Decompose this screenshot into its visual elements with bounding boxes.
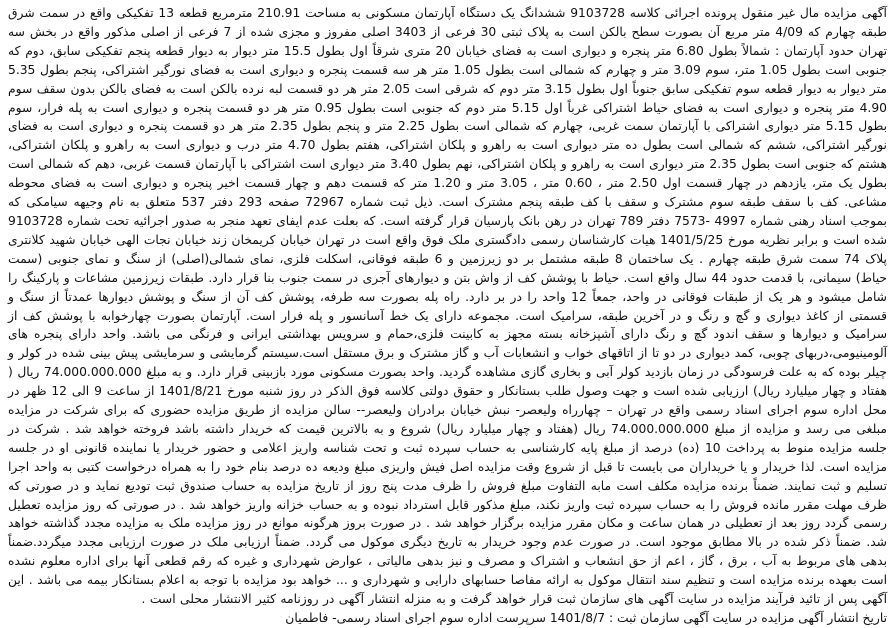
auction-notice-footer: تاریخ انتشار آگهی مزایده در سایت آگهی سازمان ثبت : 1401/8/7 سرپرست اداره سوم اجرای اسناد رسمی- فاطمیان xyxy=(285,611,887,625)
auction-notice-body: آگهی مزایده مال غیر منقول پرونده اجرائی کلاسه 9103728 ششدانگ یک دستگاه آپارتمان مسکونی به مساحت 210.91 مترمربع قطعه 13 تفکیکی واقع در سمت شرق طبقه چهارم که 4/09 متر مربع آن بصورت سطح بالکن است به پلاک ثبتی 30 فرعی از 3403 اصلی مفروز و مجزی شده از 7 فرعی از اصلی مذکور واقع در بخش سه تهران حدود آپارتمان : شمالاً بطول 6.80 متر پنجره و دیواری است به فضای خیابان 20 متری شرقاً اول بطول 15.5 متر دیوار به دیوار قطعه پنجم تفکیکی سابق، دوم که جنوبی است بطول 1.05 متر، سوم 3.09 متر و چهارم که شمالی است بطول 1.05 متر هر سه قسمت پنجره و دیواری است به فضای نورگیر اشتراکی، پنجم بطول 5.35 متر دیوار به دیوار قطعه سوم تفکیکی سابق جنوباً اول بطول 3.15 متر دوم که شرقی است 2.05 متر هر دو قسمت لبه نرده بالکن است به فضای بالکن بدون سقف سوم 4.90 متر پنجره و دیواری است به فضای حیاط اشتراکی غرباً اول 5.15 متر دوم که جنوبی است بطول 0.95 متر هر دو قسمت پنجره و دیواری است به پله فرار، سوم بطول 5.15 متر دیواری اشتراکی با آپارتمان سمت غربی، چهارم که شمالی است بطول 2.25 متر و پنجم بطول 2.35 متر هر دو قسمت پنجره و دیواری است به فضای نورگیر اشتراکی، ششم که شمالی است بطول ده متر دیواری است به راهرو و پلکان اشتراکی، هفتم بطول 4.70 متر درب و دیواری است به راهرو و پلکان اشتراکی، هشتم که جنوبی است بطول 2.35 متر دیواری است به راهرو و پلکان اشتراکی، نهم بطول 3.40 متر دیواری است اشتراکی با آپارتمان قسمت غربی، دهم که شمالی است بطول یک متر، یازدهم در چهار قسمت اول 2.50 متر ، 0.60 متر ، 3.05 متر و 1.20 متر که قسمت دهم و چهار قسمت اخیر پنجره و دیواری است به فضای محوطه مشاعی. کف با سقف طبقه سوم مشترک و سقف با کف طبقه پنجم مشترک است. ذیل ثبت شماره 72967 صفحه 293 دفتر 537 متعلق به نام وجیهه سیامکی که بموجب اسناد رهنی شماره 4997 -7573 دفتر 789 تهران در رهن بانک پارسیان قرار گرفته است. که بعلت عدم ایفای تعهد منجر به صدور اجرائیه تحت شماره 9103728 شده است و برابر نظریه مورخ 1401/5/25 هیات کارشناسان رسمی دادگستری ملک فوق واقع است در تهران خیابان کریمخان زند خیابان نجات الهی خیابان شهید کلانتری پلاک 74 سمت شرق طبقه چهارم . یک ساختمان 8 طبقه مشتمل بر دو زیرزمین و 6 طبقه فوقانی، اسکلت فلزی، نمای شمالی(اصلی) از سنگ و نمای جنوبی (سمت حیاط) سیمانی، با قدمت حدود 44 سال واقع است. حیاط با پوشش کف از واش بتن و دیوارهای آجری در سمت جنوب بنا قرار دارد. طبقات زیرزمین مشاعات و پارکینگ را شامل میشود و هر یک از طبقات فوقانی در واحد، جمعاً 12 واحد را در بر دارد. راه پله بصورت سه طرفه، پوشش کف آن از سنگ و پوشش دیوارها عمدتاً از سنگ و قسمتی از کاغذ دیواری و گچ و رنگ و در آخرین طبقه، سرامیک است. مجموعه دارای یک خط آسانسور و پله فرار است. آپارتمان بصورت چهارخوابه با پوشش کف از سرامیک و دیوارها و سقف اندود گچ و رنگ دارای آشپزخانه بسته مجهز به کابینت فلزی،حمام و سرویس بهداشتی ایرانی و فرنگی می باشد. واحد دارای پنجره های آلومینیومی،دربهای چوبی، کمد دیواری در دو تا از اتاقهای خواب و انشعابات آب و گاز مشترک و برق مستقل است.سیستم گرمایشی و سرمایشی پیش بینی شده در کولر و چیلر بوده که به علت فرسودگی در زمان بازدید کولر آبی و بخاری گازی مشاهده گردید. واحد بصورت مسکونی مورد بازبینی قرار دارد. و به مبلغ 74.000.000.000 ریال ( هفتاد و چهار میلیارد ریال) ارزیابی شده است و جهت وصول طلب بستانکار و حقوق دولتی کلاسه فوق الذکر در روز شنبه مورخ 1401/8/21 از ساعت 9 الی 12 ظهر در محل اداره سوم اجرای اسناد رسمی واقع در تهران – چهارراه ولیعصر- نبش خیابان برادران ولیعصر-- سالن مزایده از طریق مزایده حضوری که برای شرکت در مزایده مبلغی می رسد و مزایده از مبلغ 74.000.000.000 ریال (هفتاد و چهار میلیارد ریال) شروع و به بالاترین قیمت که خریدار داشته باشد فروخته خواهد شد . شرکت در جلسه مزایده منوط به پرداخت 10 (ده) درصد از مبلغ پایه کارشناسی به حساب سپرده ثبت و تحت شناسه واریز اعلامی و حضور خریدار یا نماینده قانونی او در جلسه مزایده است. لذا خریدار و یا خریداران می بایست تا قبل از شروع وقت مزایده اصل فیش واریزی مبلغ ودیعه ده درصد بنام خود را به همراه درخواست کتبی به واحد اجرا تسلیم و ثبت نمایند. ضمناً برنده مزایده مکلف است مابه التفاوت مبلغ فروش را ظرف مدت پنج روز از تاریخ مزایده به حساب صندوق ثبت تودیع نماید و در صورتی که ظرف مهلت مقرر مانده فروش را به حساب سپرده ثبت واریز نکند، مبلغ مذکور قابل استرداد نبوده و به حساب خزانه واریز خواهد شد . در صورتی که روز مزایده تعطیل رسمی گردد روز بعد از تعطیلی در همان ساعت و مکان مقرر مزایده برگزار خواهد شد . در صورت بروز هرگونه موانع در روز مزایده ملک به مزایده مجدد گذاشته خواهد شد. ضمناً ذکر شده در بالا مطابق موجود است. در صورت عدم وجود خریدار به تاریخ دیگری موکول می گردد. ضمناً ارزیابی ملک در صورت ارزیابی مجدد میگردد.ضمناً بدهی های مربوط به آب ، برق ، گاز ، اعم از حق انشعاب و اشتراک و مصرف و نیز بدهی مالیاتی ، عوارض شهرداری و غیره که رقم قطعی آنها برای اداره معلوم نشده است بعهده برنده مزایده است و تنظیم سند انتقال موکول به ارائه مفاصا حسابهای دارایی و شهرداری و ... خواهد بود مزایده با توجه به اعلام بستانکار بیمه می باشد . این آگهی پس از تائید فرآیند مزایده در سایت آگهی های سازمان ثبت قرار خواهد گرفت و به منزله انتشار آگهی در روزنامه کثیر الانتشار محلی است . xyxy=(8,6,888,607)
